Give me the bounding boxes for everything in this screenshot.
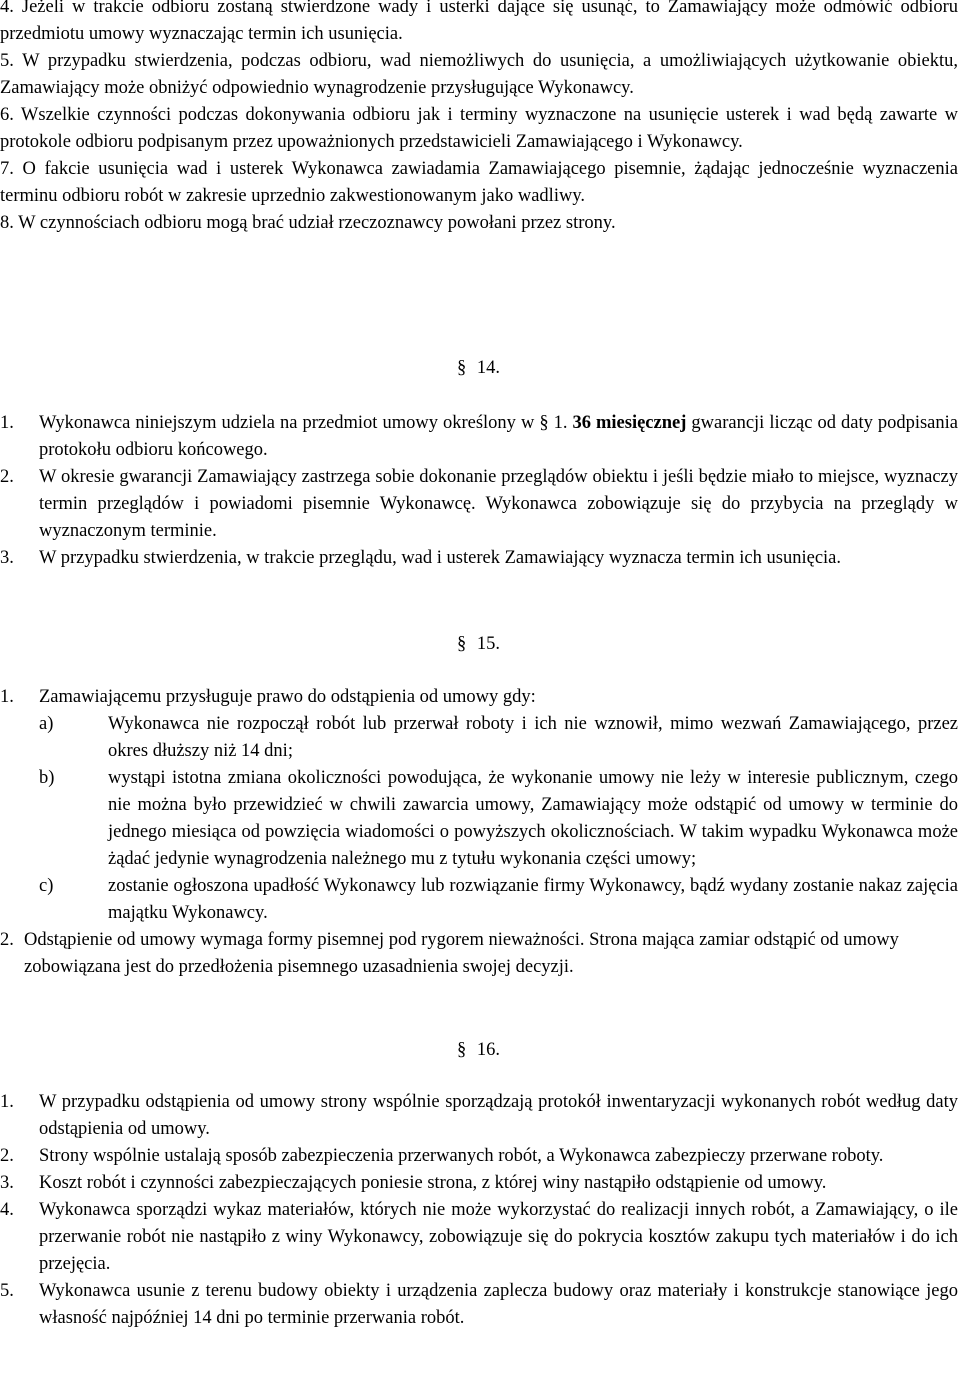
- item-text: Wykonawca niniejszym udziela na przedmiot umowy określony w § 1. 36 miesięcznej gwarancji licząc od daty podpisania protokołu odbioru końcowego.: [39, 413, 958, 460]
- section-15-heading: [0, 631, 960, 658]
- section-number: 16.: [476, 1040, 500, 1060]
- sub-item-text: zostanie ogłoszona upadłość Wykonawcy lub rozwiązanie firmy Wykonawcy, bądź wydany zostanie nakaz zajęcia majątku Wykonawcy.: [108, 876, 958, 923]
- list-item: [0, 927, 958, 981]
- item-number: 2.: [0, 1146, 14, 1166]
- item-number: 1.: [0, 413, 14, 433]
- paragraph-8: 8. W czynnościach odbioru mogą brać udział rzeczoznawcy powołani przez strony.: [0, 213, 616, 233]
- section-number: 15.: [476, 634, 500, 654]
- item-number: 1.: [0, 1092, 14, 1112]
- sub-item-text: wystąpi istotna zmiana okoliczności powodująca, że wykonanie umowy nie leży w interesie publicznym, czego nie można było przewidzieć w chwili zawarcia umowy, Zamawiający może odstąpić od umowy w terminie do jednego miesiąca od powzięcia wiadomości o powyższych okolicznościach. W takim wypadku Wykonawca może żądać jedynie wynagrodzenia należnego mu z tytułu wykonania części umowy;: [108, 768, 958, 869]
- list-item: [0, 684, 958, 711]
- item-text: Odstąpienie od umowy wymaga formy pisemnej pod rygorem nieważności. Strona mająca zamiar odstąpić od umowy zobowiązana jest do przedłożenia pisemnego uzasadnienia swojej decyzji.: [24, 930, 899, 977]
- item-text: Koszt robót i czynności zabezpieczających poniesie strona, z której winy nastąpiło odstąpienie od umowy.: [39, 1173, 827, 1193]
- item-text: Strony wspólnie ustalają sposób zabezpieczenia przerwanych robót, a Wykonawca zabezpieczy przerwane roboty.: [39, 1146, 884, 1166]
- section-symbol: §: [457, 1040, 467, 1060]
- item-text: Wykonawca usunie z terenu budowy obiekty i urządzenia zaplecza budowy oraz materiały i konstrukcje stanowiące jego własność najpóźniej 14 dni po terminie przerwania robót.: [39, 1281, 958, 1328]
- list-item: [0, 545, 958, 572]
- item-number: 4.: [0, 1200, 14, 1220]
- paragraph-4: 4. Jeżeli w trakcie odbioru zostaną stwierdzone wady i usterki dające się usunąć, to Zamawiający może odmówić odbioru przedmiotu umowy wyznaczając termin ich usunięcia.: [0, 0, 958, 44]
- section-14-heading: [0, 355, 960, 382]
- section-14-list: [0, 410, 958, 572]
- item-text: Zamawiającemu przysługuje prawo do odstąpienia od umowy gdy:: [39, 687, 536, 707]
- section-13-continuation: [0, 0, 958, 237]
- section-15-list: [0, 684, 958, 981]
- list-item: [0, 410, 958, 464]
- sub-item-label: c): [39, 876, 54, 896]
- sub-item-text: Wykonawca nie rozpoczął robót lub przerwał roboty i ich nie wznowił, mimo wezwań Zamawiającego, przez okres dłuższy niż 14 dni;: [108, 714, 958, 761]
- sub-item-label: b): [39, 768, 55, 788]
- section-number: 14.: [476, 358, 500, 378]
- item-number: 3.: [0, 1173, 14, 1193]
- paragraph-7: 7. O fakcie usunięcia wad i usterek Wykonawca zawiadamia Zamawiającego pisemnie, żądając jednocześnie wyznaczenia terminu odbioru robót w zakresie uprzednio zakwestionowanym jako wadliwy.: [0, 159, 958, 206]
- section-16-list: [0, 1089, 958, 1332]
- list-item: [0, 1089, 958, 1143]
- sub-item-b: [0, 765, 958, 873]
- item-number: 1.: [0, 687, 14, 707]
- list-item: [0, 464, 958, 545]
- item-text: W przypadku odstąpienia od umowy strony wspólnie sporządzają protokół inwentaryzacji wykonanych robót według daty odstąpienia od umowy.: [39, 1092, 958, 1139]
- sub-item-a: [0, 711, 958, 765]
- item-text: Wykonawca sporządzi wykaz materiałów, których nie może wykorzystać do realizacji innych robót, a Zamawiający, o ile przerwanie robót nie nastąpiło z winy Wykonawcy, zobowiązuje się do pokrycia kosztów zakupu tych materiałów i do ich przejęcia.: [39, 1200, 958, 1274]
- item-number: 2.: [0, 930, 14, 950]
- list-item: [0, 1197, 958, 1278]
- paragraph-6: 6. Wszelkie czynności podczas dokonywania odbioru jak i terminy wyznaczone na usunięcie usterek i wad będą zawarte w protokole odbioru podpisanym przez upoważnionych przedstawicieli Zamawiającego i Wykonawcy.: [0, 105, 958, 152]
- item-number: 5.: [0, 1281, 14, 1301]
- section-symbol: §: [457, 358, 467, 378]
- list-item: [0, 1170, 958, 1197]
- item-number: 2.: [0, 467, 14, 487]
- section-symbol: §: [457, 634, 467, 654]
- list-item: [0, 1143, 958, 1170]
- sub-item-label: a): [39, 714, 54, 734]
- item-text: W przypadku stwierdzenia, w trakcie przeglądu, wad i usterek Zamawiający wyznacza termin ich usunięcia.: [39, 548, 842, 568]
- list-item: [0, 1278, 958, 1332]
- item-number: 3.: [0, 548, 14, 568]
- item-text: W okresie gwarancji Zamawiający zastrzega sobie dokonanie przeglądów obiektu i jeśli będzie miało to miejsce, wyznaczy termin przeglądów i powiadomi pisemnie Wykonawcę. Wykonawca zobowiązuje się do przybycia na przeglądy w wyznaczonym terminie.: [39, 467, 958, 541]
- section-16-heading: [0, 1037, 960, 1064]
- sub-item-c: [0, 873, 958, 927]
- paragraph-5: 5. W przypadku stwierdzenia, podczas odbioru, wad niemożliwych do usunięcia, a umożliwiających użytkowanie obiektu, Zamawiający może obniżyć odpowiednio wynagrodzenie przysługujące Wykonawcy.: [0, 51, 958, 98]
